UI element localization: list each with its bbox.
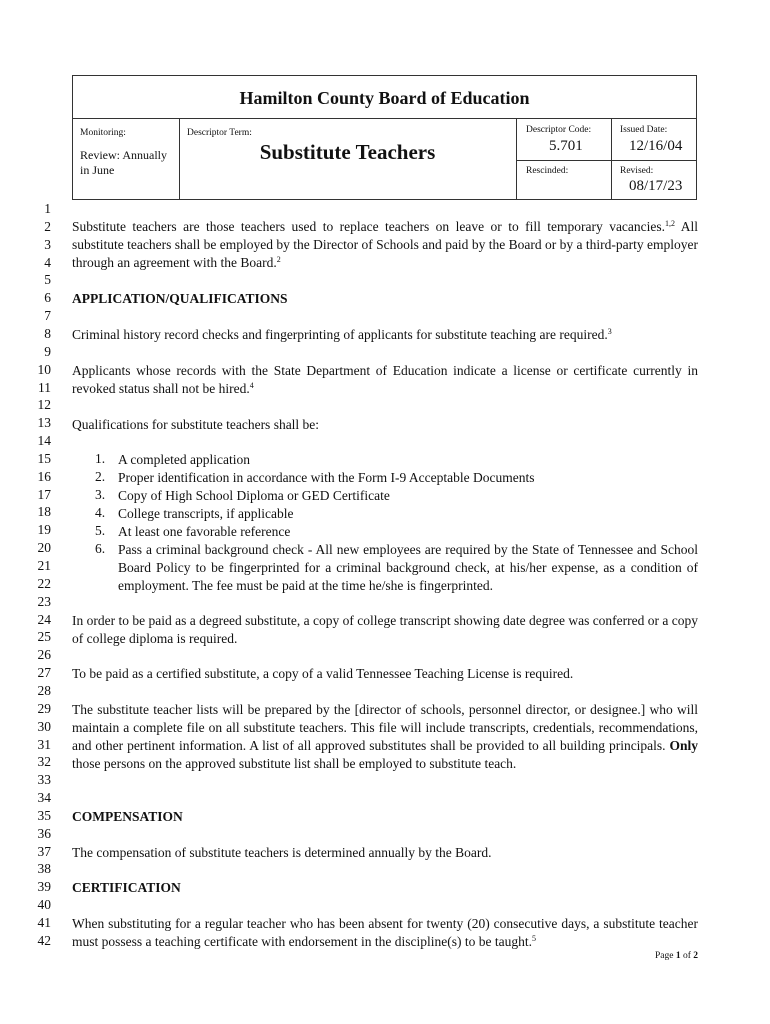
list-item: At least one favorable reference <box>118 524 291 539</box>
line-number: 16 <box>37 468 51 484</box>
paragraph-revoked-license <box>72 362 698 398</box>
footnote-ref: 2 <box>276 255 281 264</box>
line-number: 33 <box>37 772 51 788</box>
header-divider <box>516 160 696 161</box>
list-item: College transcripts, if applicable <box>118 506 294 521</box>
line-number: 9 <box>44 343 51 359</box>
line-number: 17 <box>37 486 51 502</box>
line-number: 5 <box>44 272 51 288</box>
paragraph-compensation: The compensation of substitute teachers is determined annually by the Board. <box>72 845 492 860</box>
monitoring-value: Review: Annually in June <box>80 148 167 177</box>
substitute-lists-text-2: those persons on the approved substitute list shall be employed to substitute teach. <box>72 756 517 771</box>
line-number: 32 <box>37 754 51 770</box>
line-number: 41 <box>37 915 51 930</box>
heading-certification: CERTIFICATION <box>72 880 181 895</box>
list-number: 3. <box>95 487 106 502</box>
line-number: 18 <box>37 504 51 520</box>
of-word: of <box>682 951 691 961</box>
line-number: 26 <box>37 647 51 663</box>
line-number: 20 <box>37 540 51 556</box>
line-number: 4 <box>44 254 51 270</box>
line-number: 3 <box>44 236 51 252</box>
line-number: 38 <box>37 861 51 877</box>
issued-date-label: Issued Date: <box>620 125 668 135</box>
line-number: 34 <box>37 790 51 806</box>
rescinded-label: Rescinded: <box>526 166 569 176</box>
line-number: 19 <box>37 522 51 538</box>
list-item: Copy of High School Diploma or GED Certificate <box>118 488 390 503</box>
revoked-license-text: Applicants whose records with the State Department of Education indicate a license or certificate currently in revoked status shall not be hired. <box>72 363 698 396</box>
footnote-ref: 3 <box>607 327 612 336</box>
line-number: 2 <box>44 218 51 234</box>
line-number: 40 <box>37 897 51 913</box>
revised-date: 08/17/23 <box>629 178 683 194</box>
line-number: 23 <box>37 593 51 609</box>
list-item: A completed application <box>118 452 250 467</box>
line-number: 30 <box>37 718 51 734</box>
line-number: 35 <box>37 807 51 823</box>
list-number: 5. <box>95 523 106 538</box>
line-number: 31 <box>37 736 51 752</box>
line-number: 7 <box>44 308 51 324</box>
line-number: 28 <box>37 682 51 698</box>
descriptor-term: Substitute Teachers <box>259 140 436 164</box>
line-number: 1 <box>44 201 51 216</box>
line-number: 37 <box>37 843 51 859</box>
list-item: Pass a criminal background check - All new employees are required by the State of Tennessee and School Board Policy to be fingerprinted for a criminal background check, at his/her expense, as a condition of employment. The fee must be paid at the time he/she is fingerprinted. <box>118 542 698 593</box>
background-checks-text: Criminal history record checks and fingerprinting of applicants for substitute teaching are required. <box>72 327 608 342</box>
page-total: 2 <box>693 951 698 961</box>
monitoring-label: Monitoring: <box>80 128 126 138</box>
paragraph-intro <box>72 218 698 272</box>
line-number: 15 <box>37 450 51 466</box>
certification-text: When substituting for a regular teacher who has been absent for twenty (20) consecutive days, a substitute teacher must possess a teaching certificate with endorsement in the discipline(s) to be taught. <box>72 916 698 949</box>
line-number: 22 <box>37 575 51 591</box>
page-footer <box>655 951 698 961</box>
paragraph-qualifications: Qualifications for substitute teachers shall be: <box>72 417 320 432</box>
descriptor-code-label: Descriptor Code: <box>526 125 592 135</box>
line-number: 29 <box>37 700 51 716</box>
list-number: 4. <box>95 505 106 520</box>
paragraph-certified-substitute: To be paid as a certified substitute, a copy of a valid Tennessee Teaching License is required. <box>72 666 574 681</box>
line-number: 27 <box>37 665 51 681</box>
line-number: 42 <box>37 932 51 948</box>
descriptor-term-label: Descriptor Term: <box>187 128 252 138</box>
intro-text-2: All substitute teachers shall be employed by the Director of Schools and paid by the Board or by a third-party employer through an agreement with the Board. <box>72 219 698 270</box>
heading-compensation: COMPENSATION <box>72 809 183 824</box>
footnote-ref: 4 <box>249 381 254 390</box>
line-number: 12 <box>37 397 51 413</box>
paragraph-certification <box>72 915 698 951</box>
line-number: 14 <box>37 433 51 449</box>
paragraph-degreed-substitute: In order to be paid as a degreed substitute, a copy of college transcript showing date degree was conferred or a copy of college diploma is required. <box>72 613 699 646</box>
page-word: Page <box>654 951 674 961</box>
header-divider <box>73 118 696 119</box>
footnote-ref: 1,2 <box>665 219 676 228</box>
line-number: 24 <box>37 611 51 627</box>
line-number: 11 <box>38 379 51 395</box>
header-column-divider <box>516 118 517 199</box>
line-number: 39 <box>37 879 51 895</box>
line-number: 6 <box>44 290 51 306</box>
org-title: Hamilton County Board of Education <box>239 88 530 108</box>
revised-label: Revised: <box>620 166 654 176</box>
paragraph-background-checks <box>72 326 698 344</box>
list-item: Proper identification in accordance with the Form I-9 Acceptable Documents <box>118 470 535 485</box>
emphasis-only: Only <box>669 738 698 753</box>
footnote-ref: 5 <box>532 934 537 943</box>
line-number: 36 <box>37 825 51 841</box>
list-number: 1. <box>95 451 106 466</box>
list-number: 6. <box>95 541 106 556</box>
descriptor-code: 5.701 <box>549 138 583 154</box>
line-number: 8 <box>44 325 51 341</box>
issued-date: 12/16/04 <box>629 138 683 154</box>
paragraph-substitute-lists <box>72 701 698 773</box>
line-number: 10 <box>37 361 51 377</box>
header-column-divider <box>611 118 612 199</box>
heading-application: APPLICATION/QUALIFICATIONS <box>72 291 288 306</box>
list-number: 2. <box>95 469 106 484</box>
line-number: 25 <box>37 629 51 645</box>
substitute-lists-text: The substitute teacher lists will be prepared by the [director of schools, personnel director, or designee.] who will maintain a complete file on all substitute teachers. This file will include transcripts, credentials, recommendations, and other pertinent information. A list of all approved substitutes shall be provided to all building principals. <box>72 702 698 753</box>
page-number: 1 <box>675 951 681 961</box>
line-number: 21 <box>37 558 51 573</box>
intro-text: Substitute teachers are those teachers used to replace teachers on leave or to fill temporary vacancies. <box>72 219 666 234</box>
line-number: 13 <box>37 415 51 431</box>
policy-header-box <box>72 75 697 200</box>
